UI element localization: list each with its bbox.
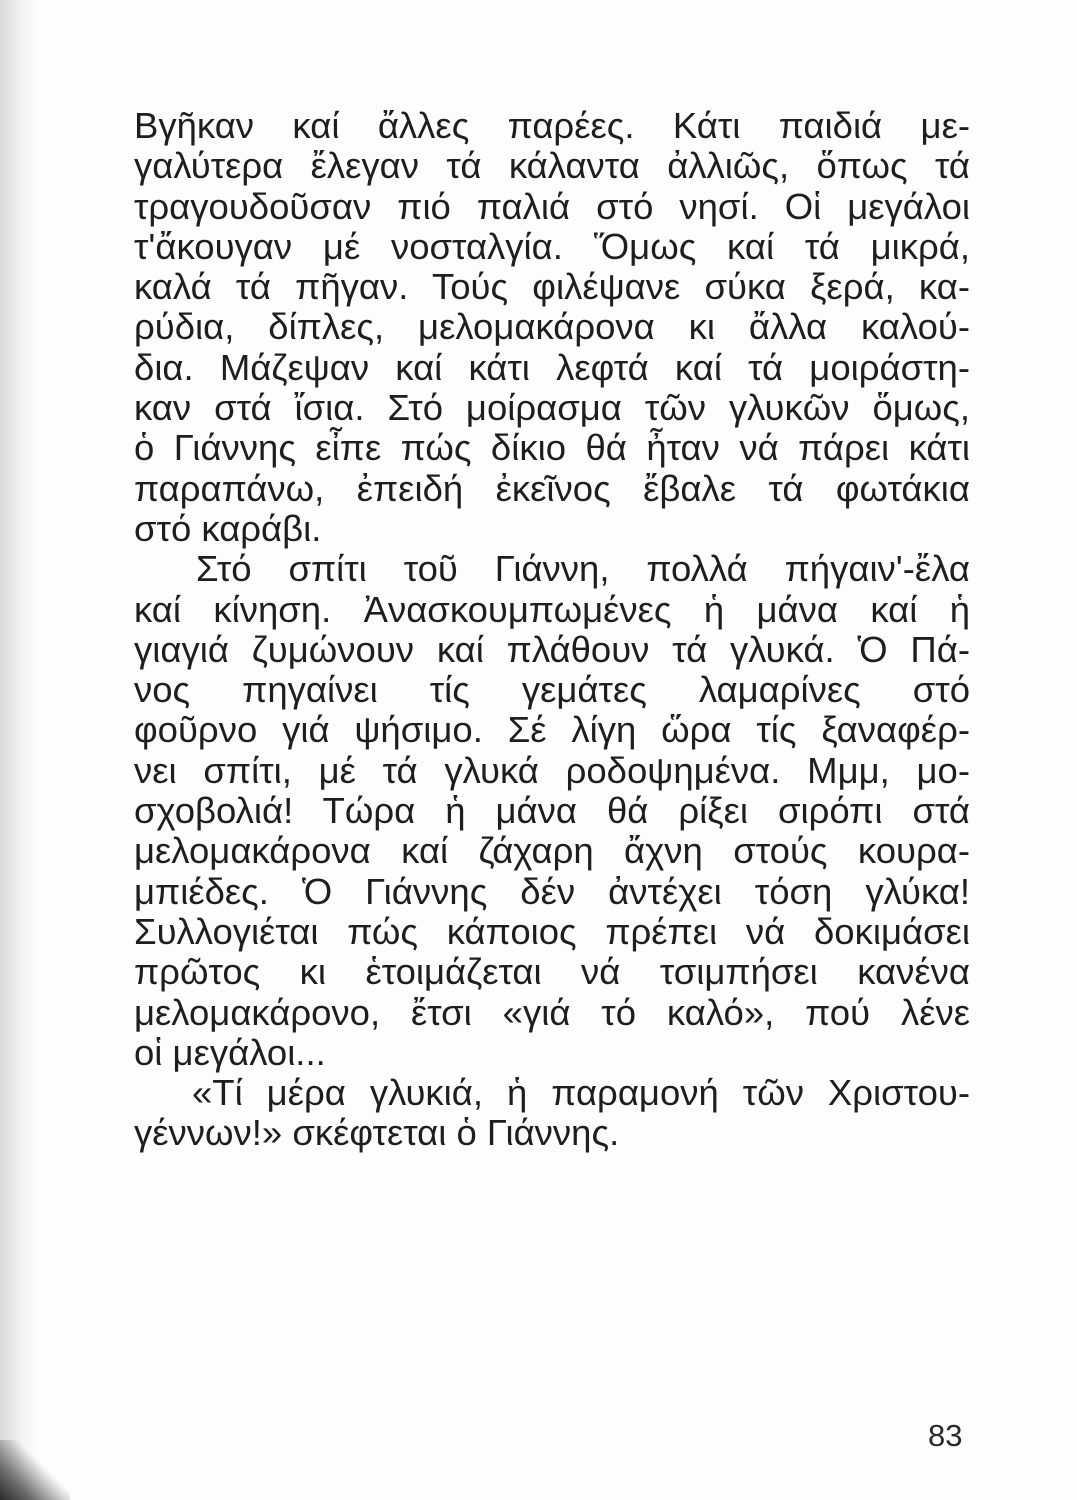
text-line: φοῦρνο γιά ψήσιμο. Σέ λίγη ὥρα τίς ξαναφέρ- (134, 709, 970, 751)
text-line: μελομακάρονα καί ζάχαρη ἄχνη στούς κουρα- (134, 830, 970, 872)
text-line: παραπάνω, ἐπειδή ἐκεῖνος ἔβαλε τά φωτάκια (134, 467, 970, 509)
text-line: Στό σπίτι τοῦ Γιάννη, πολλά πήγαιν'-ἔλα (196, 548, 970, 590)
text-line: ὁ Γιάννης εἶπε πώς δίκιο θά ἦταν νά πάρει κάτι (134, 427, 970, 469)
page-number: 83 (928, 1418, 963, 1453)
text-line: δια. Μάζεψαν καί κάτι λεφτά καί τά μοιράστη- (134, 346, 970, 388)
text-line: γαλύτερα ἔλεγαν τά κάλαντα ἀλλιῶς, ὅπως τά (134, 145, 970, 187)
spine-shadow (0, 0, 40, 1500)
text-line: καν στά ἴσια. Στό μοίρασμα τῶν γλυκῶν ὅμως, (134, 387, 970, 429)
text-line: οἱ μεγάλοι... (134, 1031, 326, 1073)
text-line: πρῶτος κι ἑτοιμάζεται νά τσιμπήσει κανένα (134, 951, 970, 993)
corner-shadow (0, 1440, 70, 1500)
text-line: «Τί μέρα γλυκιά, ἡ παραμονή τῶν Χριστου- (192, 1072, 970, 1114)
text-line: τραγουδοῦσαν πιό παλιά στό νησί. Οἱ μεγάλοι (134, 185, 970, 227)
text-line: ρύδια, δίπλες, μελομακάρονα κι ἄλλα καλού- (134, 306, 970, 348)
text-line: Βγῆκαν καί ἄλλες παρέες. Κάτι παιδιά με- (134, 105, 970, 146)
text-line: νος πηγαίνει τίς γεμάτες λαμαρίνες στό (134, 669, 970, 711)
text-line: καλά τά πῆγαν. Τούς φιλέψανε σύκα ξερά, κα- (134, 266, 970, 308)
text-line: καί κίνηση. Ἀνασκουμπωμένες ἡ μάνα καί ἡ (134, 588, 970, 630)
body-text (134, 106, 970, 1154)
text-line: νει σπίτι, μέ τά γλυκά ροδοψημένα. Μμμ, μο- (134, 749, 970, 791)
text-line: τ'ἄκουγαν μέ νοσταλγία. Ὅμως καί τά μικρά, (134, 225, 970, 267)
text-line: γιαγιά ζυμώνουν καί πλάθουν τά γλυκά. Ὁ Πά- (134, 628, 970, 670)
text-line: γέννων!» σκέφτεται ὁ Γιάννης. (134, 1112, 620, 1154)
text-line: Συλλογιέται πώς κάποιος πρέπει νά δοκιμάσει (134, 910, 970, 952)
text-line: σχοβολιά! Τώρα ἡ μάνα θά ρίξει σιρόπι στά (134, 790, 970, 832)
text-line: μπιέδες. Ὁ Γιάννης δέν ἀντέχει τόση γλύκα! (134, 870, 970, 912)
text-line: μελομακάρονο, ἔτσι «γιά τό καλό», πού λένε (134, 991, 970, 1033)
text-line: στό καράβι. (134, 507, 322, 549)
